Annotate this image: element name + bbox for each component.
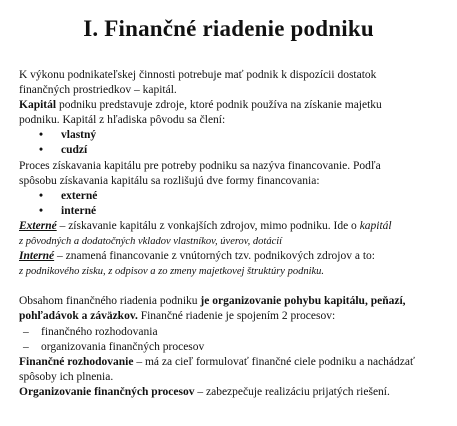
internal-financing-line-1 bbox=[19, 249, 449, 264]
bullet-icon: • bbox=[39, 144, 44, 157]
bullet-item-own bbox=[19, 128, 449, 143]
internal-term: Interné bbox=[19, 250, 55, 263]
capital-definition-line-2: podniku. Kapitál z hľadiska pôvodu sa člení: bbox=[19, 114, 226, 127]
bullet-label: externé bbox=[61, 189, 98, 202]
dash-icon: – bbox=[23, 325, 29, 338]
decision-definition-line-2: spôsoby ich plnenia. bbox=[19, 370, 114, 383]
financing-process-line-1: Proces získavania kapitálu pre potreby podniku sa nazýva financovanie. Podľa bbox=[19, 159, 381, 172]
financial-management-line-2 bbox=[19, 309, 449, 324]
capital-term: Kapitál bbox=[19, 99, 57, 112]
financial-management-bold: je organizovanie pohybu kapitálu, peňazí, bbox=[200, 295, 406, 308]
financing-process-line-2: spôsobu získavania kapitálu sa rozlišujú dve formy financovania: bbox=[19, 174, 320, 187]
bullet-icon: • bbox=[39, 189, 44, 202]
paragraph-intro-line-2: finančných prostriedkov – kapitál. bbox=[19, 84, 177, 97]
organizing-term: Organizovanie finančných procesov bbox=[19, 385, 195, 398]
financial-management-line-1 bbox=[19, 294, 449, 309]
decision-definition-line-1 bbox=[19, 355, 449, 370]
paragraph-intro-line-1: K výkonu podnikateľskej činnosti potrebuje mať podnik k dispozícii dostatok bbox=[19, 69, 377, 81]
decision-definition-text: – má za cieľ formulovať finančné ciele podniku a nachádzať bbox=[133, 355, 415, 368]
dash-item-label: finančného rozhodovania bbox=[41, 325, 158, 338]
dash-icon: – bbox=[23, 340, 29, 353]
financial-management-bold-2: pohľadávok a záväzkov. bbox=[19, 310, 138, 323]
dash-item-decision bbox=[19, 325, 449, 340]
bullet-label: interné bbox=[61, 204, 97, 217]
dash-item-label: organizovania finančných procesov bbox=[41, 340, 205, 353]
external-definition-text: – získavanie kapitálu z vonkajších zdrojov, mimo podniku. Ide o bbox=[56, 219, 360, 232]
paragraph-spacer bbox=[19, 279, 449, 294]
organizing-definition-text: – zabezpečuje realizáciu prijatých riešení. bbox=[194, 385, 390, 398]
external-term: Externé bbox=[19, 219, 57, 232]
external-italic-tail: kapitál bbox=[359, 219, 392, 232]
document-body bbox=[19, 68, 449, 400]
capital-definition-line-1 bbox=[19, 98, 449, 113]
internal-definition-text: – znamená financovanie z vnútorných tzv. podnikových zdrojov a to: bbox=[54, 250, 375, 263]
internal-financing-line-2: z podnikového zisku, z odpisov a zo zmeny majetkovej štruktúry podniku. bbox=[19, 266, 325, 278]
financial-management-text: Obsahom finančného riadenia podniku bbox=[19, 295, 201, 308]
dash-item-organizing bbox=[19, 340, 449, 355]
bullet-item-internal bbox=[19, 204, 449, 219]
bullet-icon: • bbox=[39, 129, 44, 142]
bullet-icon: • bbox=[39, 204, 44, 217]
bullet-label: cudzí bbox=[61, 144, 88, 157]
bullet-item-foreign bbox=[19, 143, 449, 158]
bullet-item-external bbox=[19, 189, 449, 204]
page-title: I. Finančné riadenie podniku bbox=[83, 16, 374, 41]
decision-term: Finančné rozhodovanie bbox=[19, 355, 134, 368]
capital-definition-text: podniku predstavuje zdroje, ktoré podnik používa na získanie majetku bbox=[56, 99, 382, 112]
external-financing-line-2: z pôvodných a dodatočných vkladov vlastníkov, úverov, dotácií bbox=[19, 236, 283, 248]
bullet-label: vlastný bbox=[61, 129, 97, 142]
financial-management-text-2: Finančné riadenie je spojením 2 procesov: bbox=[137, 310, 336, 323]
organizing-definition-line bbox=[19, 385, 449, 400]
external-financing-line-1 bbox=[19, 219, 449, 234]
